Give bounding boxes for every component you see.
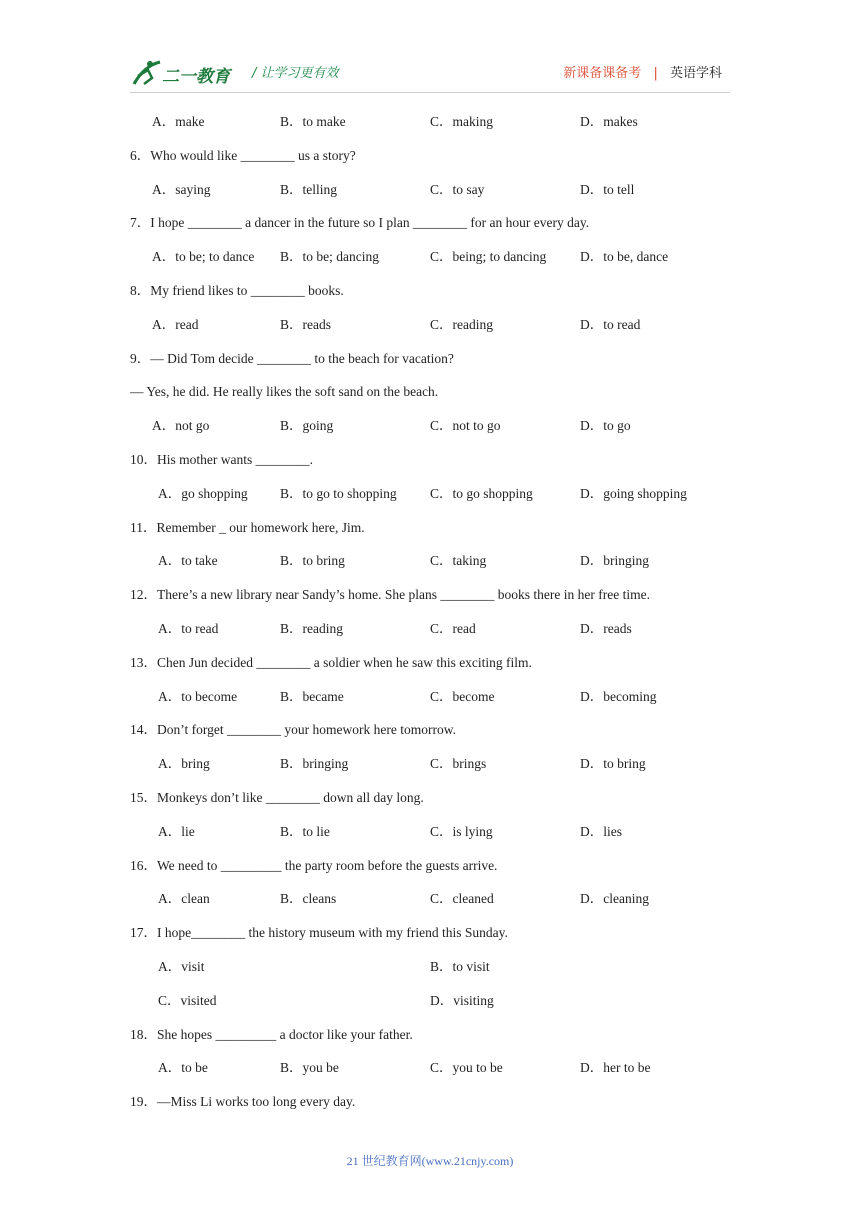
option-b: B．to go to shopping xyxy=(280,485,397,501)
option-a: A．to become xyxy=(158,688,238,704)
option-a: A．bring xyxy=(158,756,210,772)
logo-text: 二一教育 xyxy=(162,67,230,87)
option-d: D．to tell xyxy=(580,181,635,197)
subject-label: 英语学科 xyxy=(669,66,722,81)
option-a: A．go shopping xyxy=(158,485,248,501)
option-d: D．to be, dance xyxy=(580,249,669,265)
option-c: C．you to be xyxy=(430,1060,503,1076)
header-divider xyxy=(130,92,730,93)
question-text: 16．We need to _________ the party room before the guests arrive. xyxy=(130,857,498,873)
option-b: B．to lie xyxy=(280,823,330,839)
page-footer: 21 世纪教育网(www.21cnjy.com) xyxy=(346,1154,514,1168)
option-b: B．telling xyxy=(280,181,337,197)
option-a: A．to be xyxy=(158,1060,208,1076)
option-c: C．reading xyxy=(430,316,493,332)
option-a: A．read xyxy=(152,316,199,332)
option-d: D．bringing xyxy=(580,553,649,569)
option-c: C．to say xyxy=(430,181,485,197)
option-b: B．reads xyxy=(280,316,331,332)
option-a: A．lie xyxy=(158,823,195,839)
option-a: A．to take xyxy=(158,553,218,569)
option-a: A．to read xyxy=(158,621,219,636)
question-text: 9．— Did Tom decide ________ to the beach for vacation? xyxy=(130,350,454,366)
option-d: D．makes xyxy=(580,114,638,129)
question-text: 19．—Miss Li works too long every day. xyxy=(130,1094,356,1110)
option-b: B．cleans xyxy=(280,891,337,907)
page-header xyxy=(0,0,860,96)
question-reply-text: — Yes, he did. He really likes the soft sand on the beach. xyxy=(130,384,439,400)
question-text: 8．My friend likes to ________ books. xyxy=(130,283,344,298)
option-a: A．not go xyxy=(152,418,210,434)
option-b: B．to make xyxy=(280,114,346,129)
option-d: D．going shopping xyxy=(580,485,687,501)
option-c: C．read xyxy=(430,621,476,636)
option-d: D．to read xyxy=(580,316,641,332)
question-text: 17．I hope________ the history museum with my friend this Sunday. xyxy=(130,925,508,941)
option-b: B．to be; dancing xyxy=(280,249,379,265)
question-text: 15．Monkeys don’t like ________ down all day long. xyxy=(130,790,424,805)
option-c: C．not to go xyxy=(430,418,501,434)
option-c: C．being; to dancing xyxy=(430,249,547,265)
question-text: 14．Don’t forget ________ your homework here tomorrow. xyxy=(130,722,456,738)
option-d: D．reads xyxy=(580,621,632,636)
option-b: B．going xyxy=(280,418,334,434)
option-a: A．make xyxy=(152,114,205,129)
option-c: C．become xyxy=(430,688,495,704)
option-d: D．cleaning xyxy=(580,891,649,907)
option-c: C．cleaned xyxy=(430,891,494,907)
option-d: D．to go xyxy=(580,418,631,434)
header-right xyxy=(563,62,722,81)
slogan: / 让学习更有效 xyxy=(252,66,339,81)
option-a: A．clean xyxy=(158,891,210,907)
option-d: D．lies xyxy=(580,823,622,839)
option-b: B．to bring xyxy=(280,553,345,569)
option-c: C．making xyxy=(430,114,493,129)
header-separator: | xyxy=(653,66,658,81)
question-text: 12．There’s a new library near Sandy’s home. She plans ________ books there in her free time. xyxy=(130,587,650,603)
option-a: A．saying xyxy=(152,181,211,197)
option-right: B．to visit xyxy=(430,959,490,974)
question-text: 18．She hopes _________ a doctor like your father. xyxy=(130,1026,413,1042)
option-left: C．visited xyxy=(158,992,217,1008)
option-b: B．bringing xyxy=(280,756,349,772)
option-a: A．to be; to dance xyxy=(152,249,255,265)
option-d: D．to bring xyxy=(580,756,646,772)
option-c: C．is lying xyxy=(430,823,493,839)
option-b: B．you be xyxy=(280,1060,339,1076)
option-c: C．to go shopping xyxy=(430,485,533,501)
question-text: 6．Who would like ________ us a story? xyxy=(130,147,356,163)
logo xyxy=(130,58,240,90)
runner-logo-icon xyxy=(130,58,164,88)
question-text: 13．Chen Jun decided ________ a soldier when he saw this exciting film. xyxy=(130,654,532,670)
question-text: 11．Remember _ our homework here, Jim. xyxy=(130,519,365,535)
option-right: D．visiting xyxy=(430,992,494,1008)
option-b: B．became xyxy=(280,688,344,704)
option-d: D．becoming xyxy=(580,688,657,704)
option-left: A．visit xyxy=(158,959,205,974)
question-text: 10．His mother wants ________. xyxy=(130,452,313,467)
option-c: C．taking xyxy=(430,553,487,569)
brand-label: 新课备课备考 xyxy=(563,66,642,81)
option-b: B．reading xyxy=(280,621,343,636)
option-c: C．brings xyxy=(430,756,487,772)
option-d: D．her to be xyxy=(580,1060,651,1076)
question-text: 7．I hope ________ a dancer in the future so I plan ________ for an hour every day. xyxy=(130,215,590,231)
